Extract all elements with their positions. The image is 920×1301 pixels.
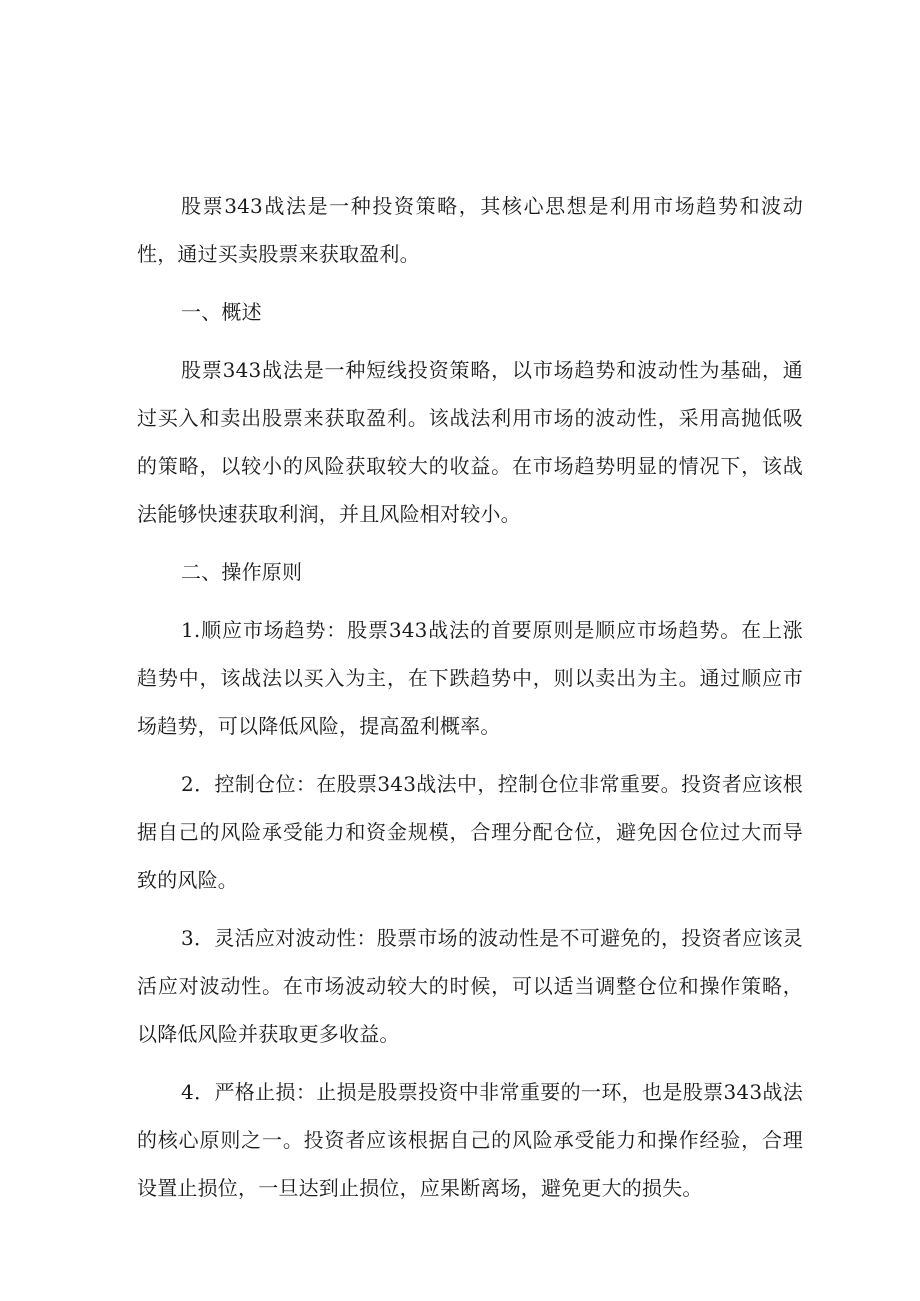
document-body [137,182,803,1222]
overview-paragraph: 股票343战法是一种短线投资策略，以市场趋势和波动性为基础，通过买入和卖出股票来获取盈利。该战法利用市场的波动性，采用高抛低吸的策略，以较小的风险获取较大的收益。在市场趋势明显的情况下，该战法能够快速获取利润，并且风险相对较小。 [137,358,803,526]
principle-item-1: 1.顺应市场趋势：股票343战法的首要原则是顺应市场趋势。在上涨趋势中，该战法以买入为主，在下跌趋势中，则以卖出为主。通过顺应市场趋势，可以降低风险，提高盈利概率。 [137,618,803,738]
principle-item-3: 3．灵活应对波动性：股票市场的波动性是不可避免的，投资者应该灵活应对波动性。在市场波动较大的时候，可以适当调整仓位和操作策略，以降低风险并获取更多收益。 [137,926,803,1046]
intro-paragraph: 股票343战法是一种投资策略，其核心思想是利用市场趋势和波动性，通过买卖股票来获取盈利。 [137,194,803,266]
section-heading-overview: 一、概述 [181,300,262,324]
principle-item-2: 2．控制仓位：在股票343战法中，控制仓位非常重要。投资者应该根据自己的风险承受能力和资金规模，合理分配仓位，避免因仓位过大而导致的风险。 [137,772,803,892]
section-heading-principles: 二、操作原则 [181,560,303,584]
principle-item-4: 4．严格止损：止损是股票投资中非常重要的一环，也是股票343战法的核心原则之一。投资者应该根据自己的风险承受能力和操作经验，合理设置止损位，一旦达到止损位，应果断离场，避免更大的损失。 [137,1080,803,1200]
